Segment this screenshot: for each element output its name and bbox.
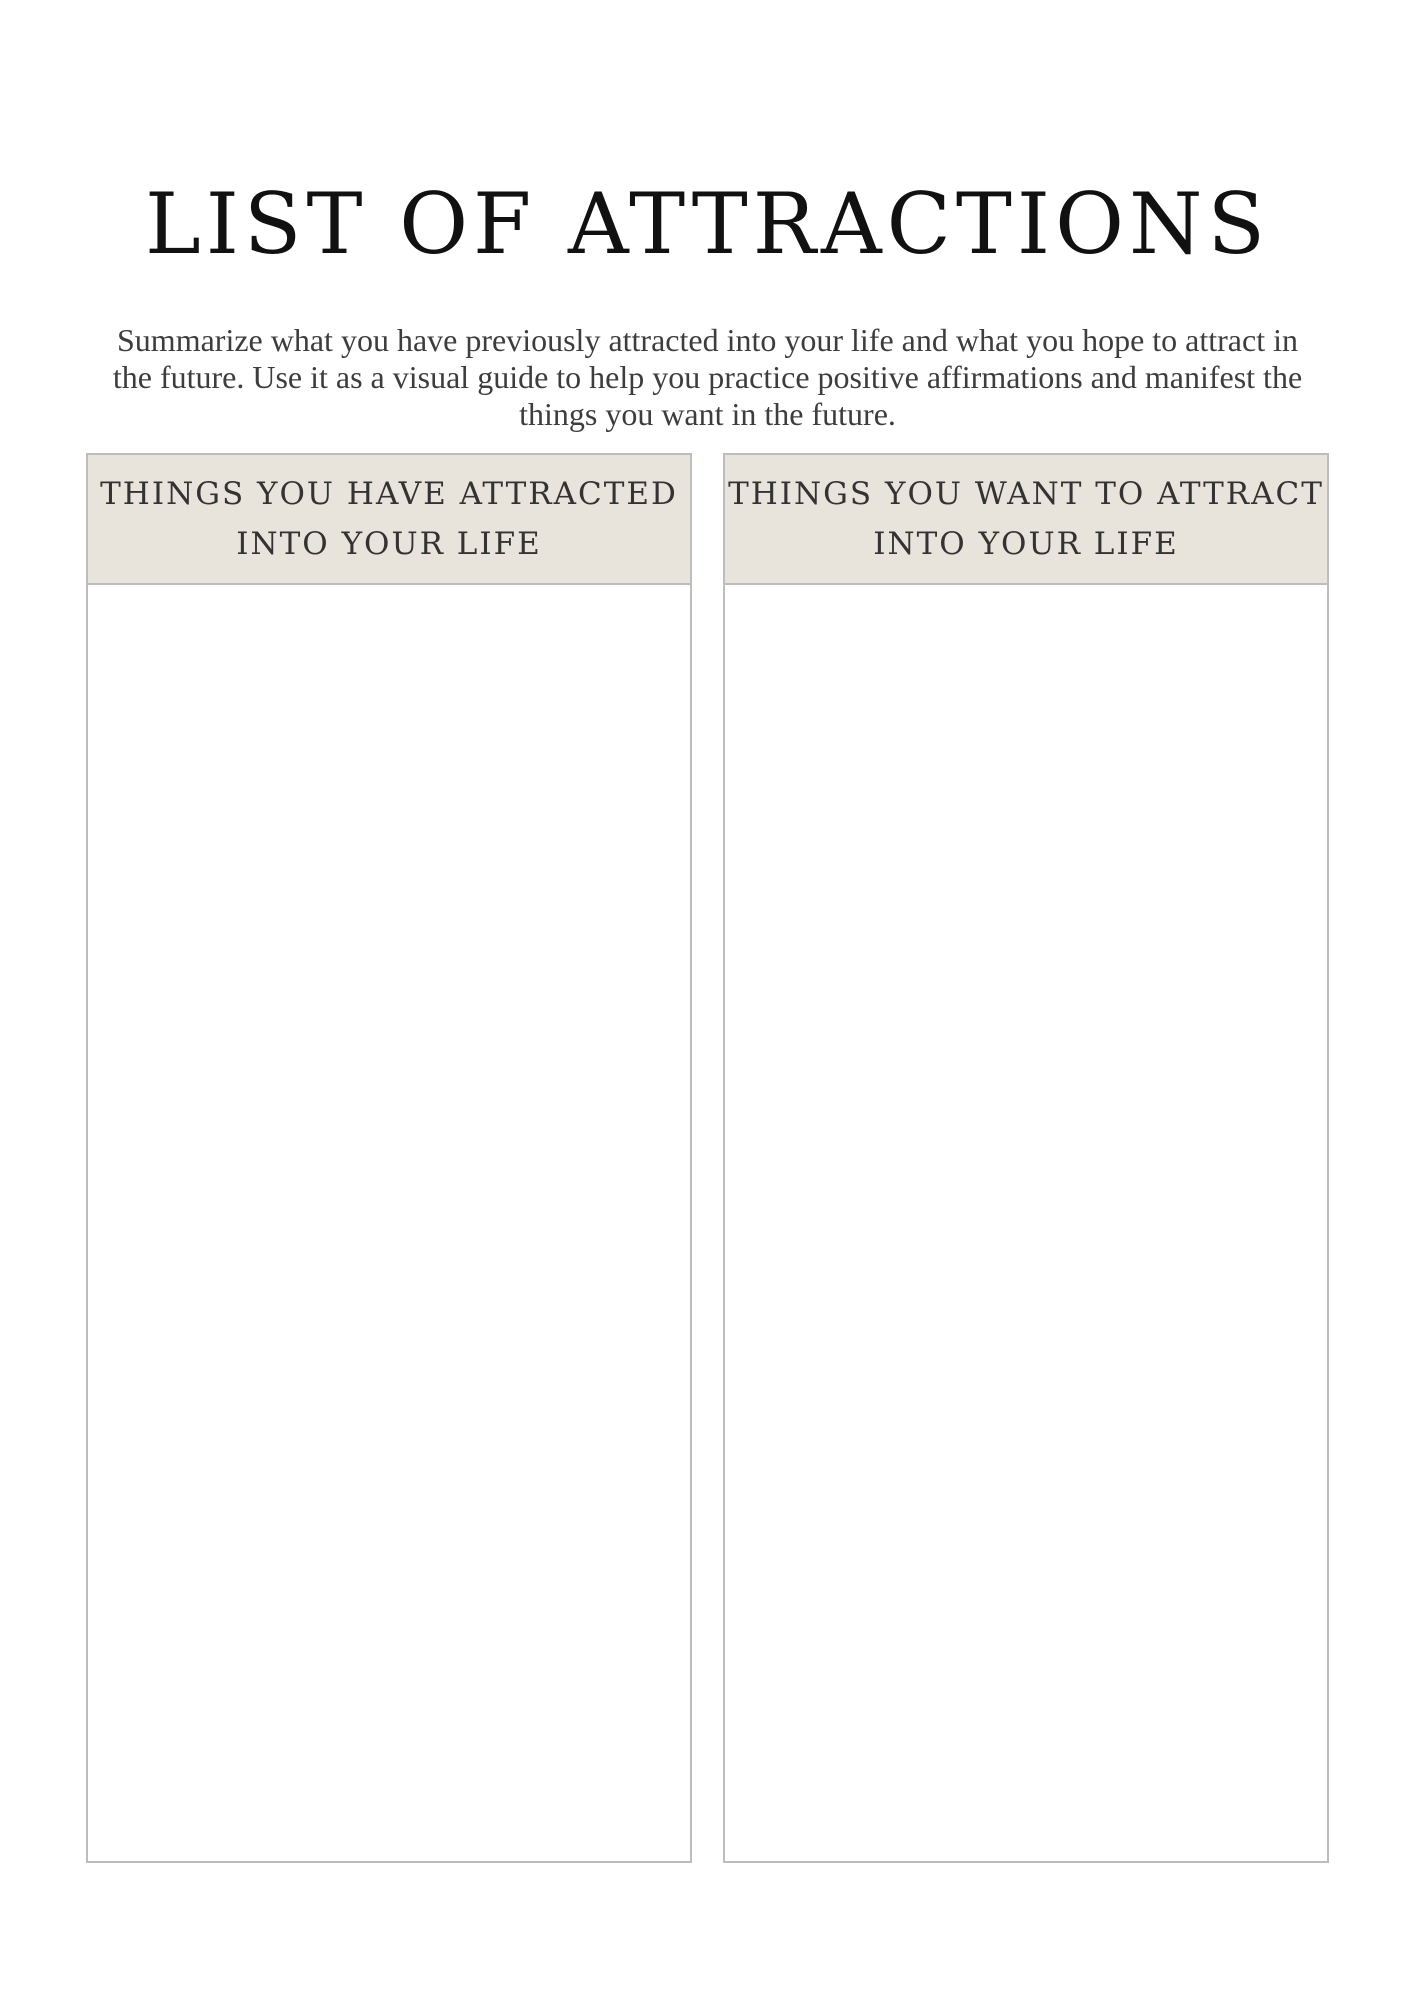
want-header-line-1: THINGS YOU WANT TO ATTRACT: [728, 476, 1324, 512]
attracted-column: [86, 453, 692, 1863]
want-header-line-2: INTO YOUR LIFE: [873, 526, 1179, 562]
attracted-writing-area[interactable]: [88, 583, 690, 1861]
want-to-attract-writing-area[interactable]: [725, 583, 1327, 1861]
page-title: LIST OF ATTRACTIONS: [144, 175, 1271, 274]
want-to-attract-column: [723, 453, 1329, 1863]
attracted-header-line-1: THINGS YOU HAVE ATTRACTED: [100, 476, 678, 512]
want-to-attract-column-header: [725, 455, 1327, 583]
attracted-column-header: [88, 455, 690, 583]
intro-text: Summarize what you have previously attracted into your life and what you hope to attract in the future. Use it as a visual guide to help you practice positive affirmations and manifest the things you want in the future.: [112, 322, 1303, 432]
attracted-header-line-2: INTO YOUR LIFE: [236, 526, 542, 562]
